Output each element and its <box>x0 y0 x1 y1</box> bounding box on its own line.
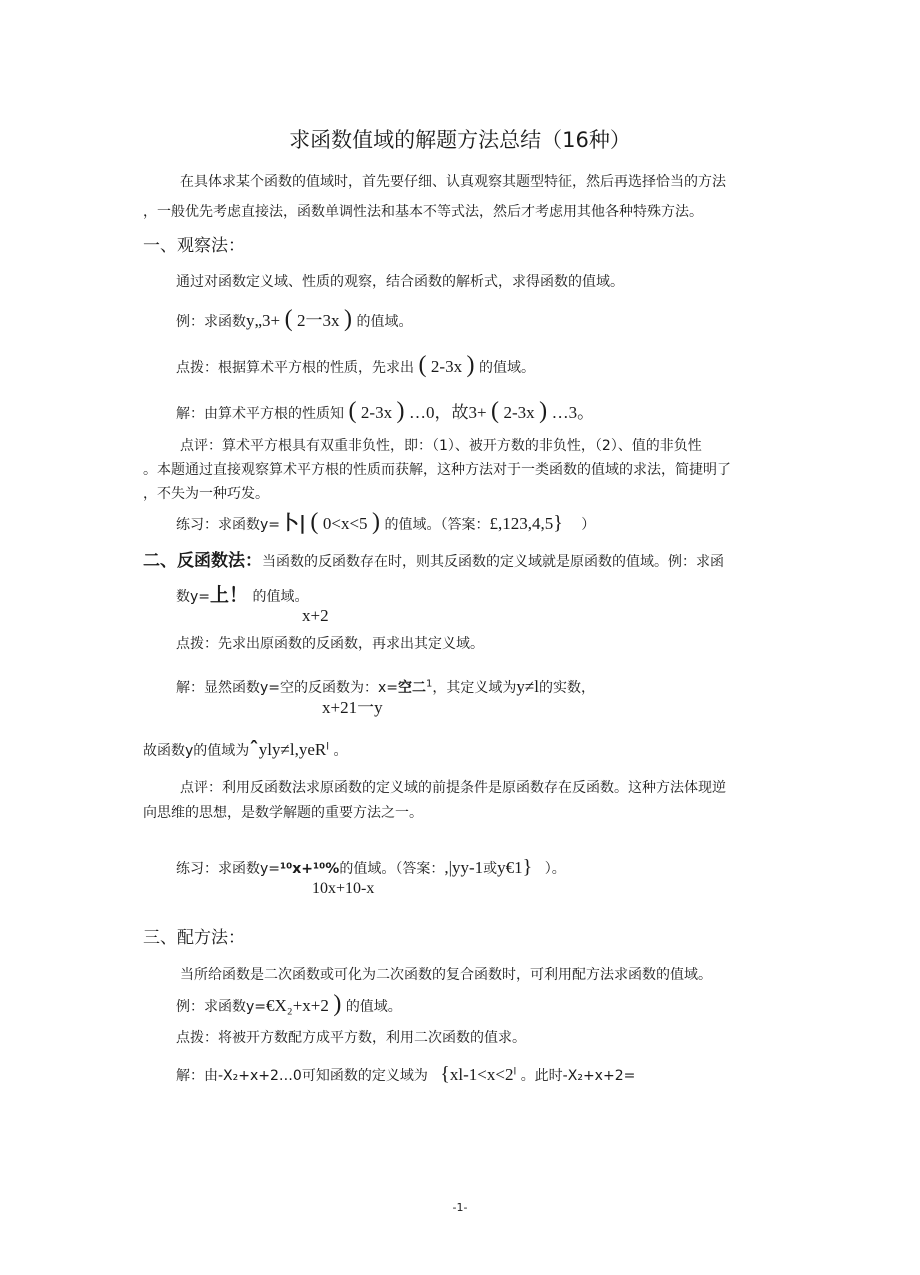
s1-practice <box>176 508 595 537</box>
s2-sol-denominator: x+21一y <box>322 698 383 717</box>
s2-practice-answer-2: y€1 <box>497 858 523 877</box>
s1-comment-3: ，不失为一种巧发。 <box>143 486 269 502</box>
s1-practice-expr: 卜| <box>280 512 306 534</box>
intro-line-1: 在具体求某个函数的值域时，首先要仔细、认真观察其题型特征，然后再选择恰当的方法 <box>180 174 726 190</box>
s2-heading-line <box>143 551 724 571</box>
s1-hint-prefix: 点拨：根据算术平方根的性质，先求出 <box>176 360 414 376</box>
s1-practice-func: y= <box>260 517 281 533</box>
s1-hint-rparen: ) <box>466 352 475 378</box>
s1-sol-expr-2: 2-3x <box>503 403 535 422</box>
s1-example-func: y„3+ <box>246 311 281 330</box>
section-1-desc: 通过对函数定义域、性质的观察，结合函数的解析式，求得函数的值域。 <box>176 274 624 290</box>
s2-sol-sup: 1 <box>426 678 433 690</box>
section-3-heading: 三、配方法： <box>143 928 245 948</box>
s2-practice-prefix: 练习：求函数y= <box>176 861 281 877</box>
s2-solution <box>176 677 595 697</box>
page-title: 求函数值域的解题方法总结（16种） <box>289 128 631 152</box>
s1-practice-rparen: ) <box>372 509 381 535</box>
s3-sol-brace: { <box>440 1063 450 1085</box>
section-2-heading: 二、反函数法： <box>143 551 262 571</box>
s2-conc-sup: l <box>326 741 329 753</box>
s3-example-prefix: 例：求函数y= <box>176 999 267 1015</box>
s2-sol-prefix: 解：显然函数y=空的反函数为：x= <box>176 680 399 696</box>
s3-sol-end: 。此时-X₂+x+2= <box>520 1068 636 1084</box>
s1-practice-brace: } <box>553 512 563 534</box>
s2-example <box>176 584 308 607</box>
s1-practice-end: ） <box>581 517 596 533</box>
s1-example-prefix: 例：求函数 <box>176 314 246 330</box>
s1-sol-expr-1: 2-3x <box>360 403 393 422</box>
s1-solution <box>176 397 594 426</box>
s3-solution <box>176 1062 635 1086</box>
s1-hint-lparen: ( <box>418 352 427 378</box>
section-2-desc: 当函数的反函数存在时，则其反函数的定义域就是原函数的值域。例：求函 <box>262 554 724 570</box>
s2-conc-set: yly≠l,yeR <box>258 740 327 759</box>
s1-practice-domain: 0<x<5 <box>322 514 368 533</box>
s1-example-rparen: ) <box>344 306 352 332</box>
s2-practice-denominator: 10x+10-x <box>312 880 375 897</box>
s1-sol-mid: …0，故3+ <box>408 403 487 422</box>
s2-example-numerator: 上！ <box>210 584 249 606</box>
s2-conc-end: 。 <box>333 743 348 759</box>
s1-sol-prefix: 解：由算术平方根的性质知 <box>176 406 344 422</box>
s2-sol-inverse: 空二 <box>398 680 427 696</box>
s1-practice-lparen: ( <box>310 509 319 535</box>
s1-example <box>176 305 412 334</box>
s2-conc-caret: ˆ <box>249 738 259 760</box>
s2-example-prefix: 数y= <box>176 589 211 605</box>
s2-sol-mid: ，其定义域为 <box>432 680 517 696</box>
s3-sol-domain: xl-1<x<2 <box>449 1065 514 1084</box>
s2-example-denominator: x+2 <box>302 606 329 625</box>
s2-conclusion <box>143 738 347 761</box>
s2-practice-answer-1: ,|yy-1 <box>444 858 484 877</box>
s3-hint: 点拨：将被开方数配方成平方数，利用二次函数的值求。 <box>176 1030 526 1046</box>
s2-sol-cond: y≠l <box>516 677 539 696</box>
s1-comment-1: 点评：算术平方根具有双重非负性，即：（1）、被开方数的非负性，（2）、值的非负性 <box>180 438 702 454</box>
s1-sol-rparen-1: ) <box>396 398 405 424</box>
s1-practice-mid: 的值域。（答案： <box>384 517 490 533</box>
s2-practice <box>176 855 566 879</box>
s1-hint <box>176 351 535 380</box>
s2-comment-2: 向思维的思想，是数学解题的重要方法之一。 <box>143 805 423 821</box>
s2-hint: 点拨：先求出原函数的反函数，再求出其定义域。 <box>176 636 484 652</box>
s3-example-suffix: 的值域。 <box>345 999 402 1015</box>
section-3-desc: 当所给函数是二次函数或可化为二次函数的复合函数时，可利用配方法求函数的值域。 <box>180 967 712 983</box>
s1-practice-answer: £,123,4,5 <box>489 514 554 533</box>
s2-comment-1: 点评：利用反函数法求原函数的定义域的前提条件是原函数存在反函数。这种方法体现逆 <box>180 780 726 796</box>
s1-hint-suffix: 的值域。 <box>478 360 535 376</box>
s2-practice-brace: } <box>522 856 533 878</box>
s2-practice-end: ）。 <box>544 861 566 877</box>
page-number: -1- <box>452 1201 468 1214</box>
s1-hint-expr: 2-3x <box>430 357 463 376</box>
s2-sol-end: 的实数， <box>538 680 595 696</box>
s3-sol-sup: l <box>513 1066 517 1078</box>
section-1-heading: 一、观察法： <box>143 236 245 256</box>
s3-sol-prefix: 解：由-X₂+x+2…0可知函数的定义域为 <box>176 1068 428 1084</box>
s1-sol-end: …3。 <box>551 403 595 422</box>
s3-example <box>176 990 402 1019</box>
s1-sol-rparen-2: ) <box>539 398 548 424</box>
s3-example-expr: €X₂+x+2 <box>266 996 329 1015</box>
s1-example-suffix: 的值域。 <box>356 314 413 330</box>
s1-example-lparen: ( <box>284 306 293 332</box>
s1-practice-prefix: 练习：求函数 <box>176 517 260 533</box>
s2-example-suffix: 的值域。 <box>252 589 309 605</box>
s2-conc-prefix: 故函数y的值域为 <box>143 743 250 759</box>
s3-example-rparen: ) <box>333 991 342 1017</box>
s1-example-expr: 2一3x <box>297 311 340 330</box>
s2-practice-or: 或 <box>483 861 498 877</box>
intro-line-2: ，一般优先考虑直接法，函数单调性法和基本不等式法，然后才考虑用其他各种特殊方法。 <box>143 204 703 220</box>
s2-practice-mid: 的值域。（答案： <box>339 861 445 877</box>
s2-practice-numerator: ¹⁰x+¹⁰% <box>280 861 340 877</box>
s1-comment-2: 。本题通过直接观察算术平方根的性质而获解，这种方法对于一类函数的值域的求法，简捷明了 <box>143 462 731 478</box>
s1-sol-lparen-2: ( <box>491 398 500 424</box>
s1-sol-lparen-1: ( <box>348 398 357 424</box>
